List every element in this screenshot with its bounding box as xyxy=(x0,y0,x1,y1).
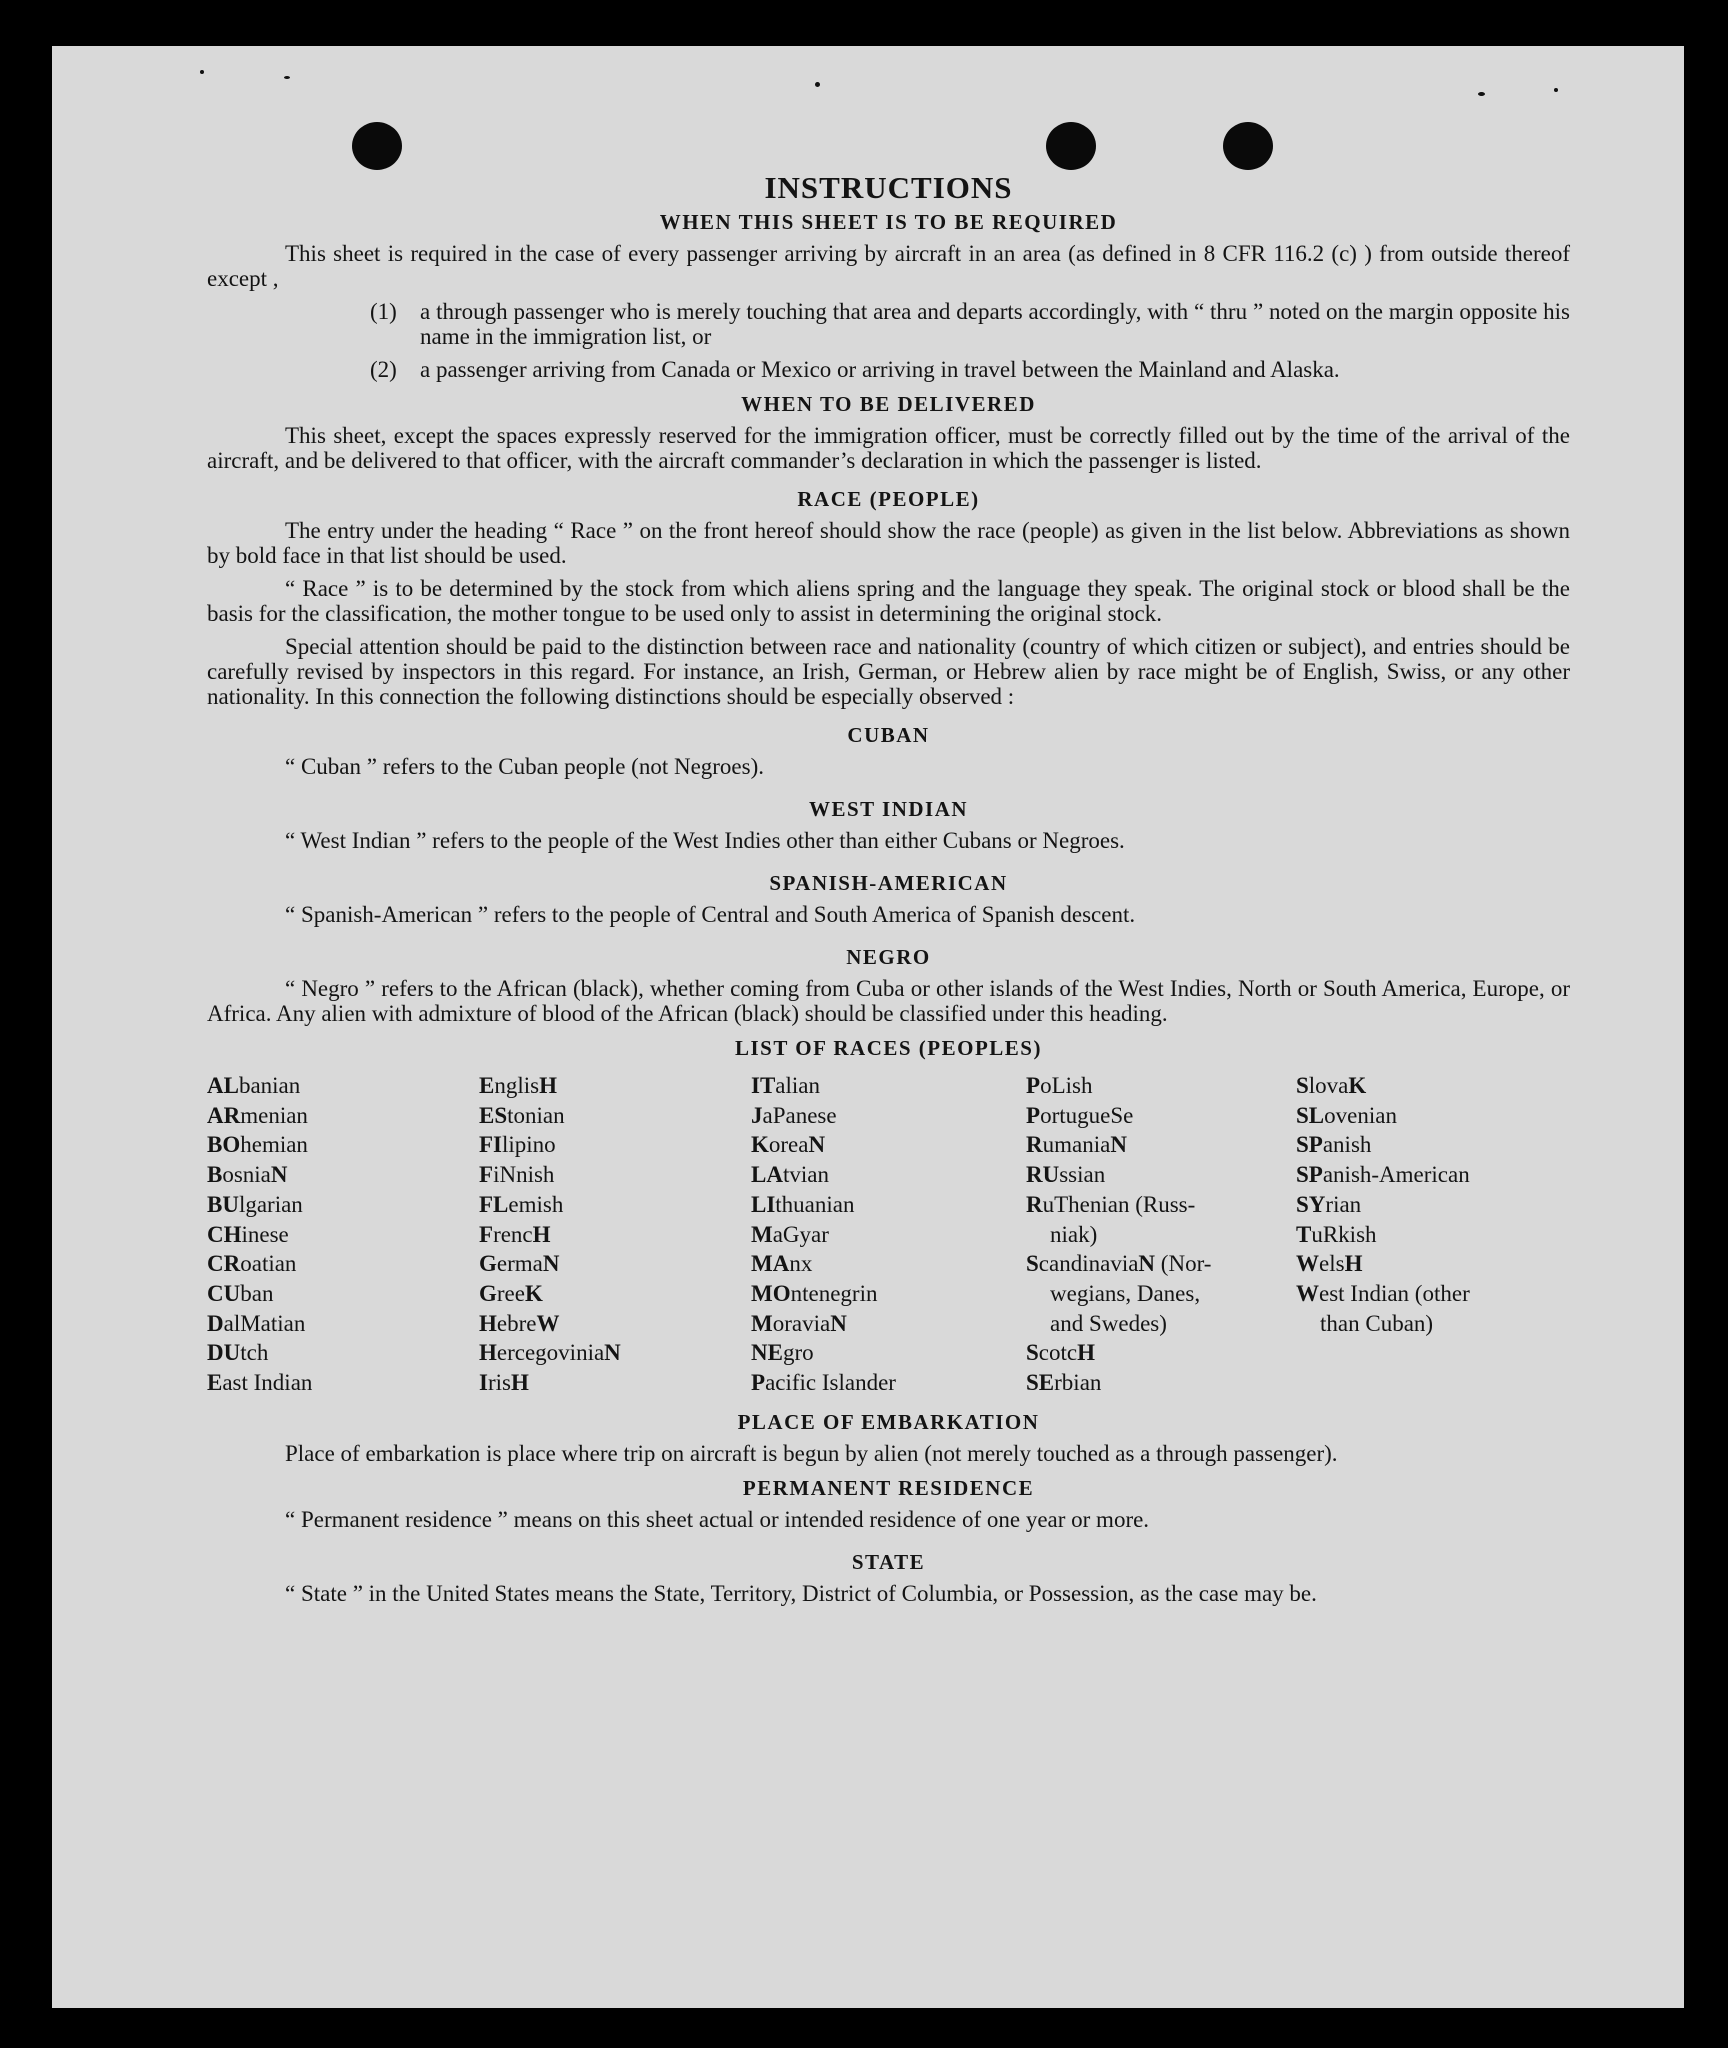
race-entry: SLovenian xyxy=(1296,1102,1397,1128)
instructions-content xyxy=(207,170,1570,1606)
race-entry: CRoatian xyxy=(207,1251,297,1277)
race-entry: FrencH xyxy=(479,1221,551,1247)
section-heading-permanent-residence: PERMANENT RESIDENCE xyxy=(742,1475,1035,1500)
when-required-intro: This sheet is required in the case of every passenger arriving by aircraft in an area (as defined in 8 CFR 116.2 (c) ) from outside thereof except , xyxy=(207,241,1570,291)
race-entry: MoraviaN xyxy=(751,1310,847,1336)
place-of-embarkation-text: Place of embarkation is place where trip on aircraft is begun by alien (not merely touched as a through passenger). xyxy=(285,1440,1338,1466)
list-item xyxy=(370,357,1570,382)
exception-list xyxy=(370,299,1570,382)
race-entry: WelsH xyxy=(1296,1251,1363,1277)
section-heading-spanish-american: SPANISH-AMERICAN xyxy=(769,871,1008,895)
scan-speck xyxy=(815,82,820,87)
scan-speck xyxy=(1554,88,1558,92)
race-paragraph: Special attention should be paid to the distinction between race and nationality (country of which citizen or subject), and entries should be carefully revised by inspectors in this regard. For instance, an Irish, German, or Hebrew alien by race might be of English, Swiss, or any other nationality. In this connection the following distinctions should be especially observed : xyxy=(207,634,1570,709)
race-entry: GermaN xyxy=(479,1251,560,1277)
race-entry: ScandinaviaN (Nor- xyxy=(1026,1251,1212,1277)
state-text: “ State ” in the United States means the State, Territory, District of Columbia, or Possession, as the case may be. xyxy=(285,1580,1317,1606)
race-entry: GreeK xyxy=(479,1280,543,1306)
race-entry: EnglisH xyxy=(479,1073,557,1098)
race-entry-continuation: than Cuban) xyxy=(1320,1310,1434,1336)
race-entry-continuation: niak) xyxy=(1050,1221,1098,1247)
race-entry: NEgro xyxy=(751,1340,814,1366)
race-entry: LAtvian xyxy=(751,1162,829,1188)
race-entry: Pacific Islander xyxy=(751,1370,896,1396)
race-entry: SErbian xyxy=(1026,1370,1102,1396)
document-page xyxy=(52,46,1684,2008)
when-delivered-text: This sheet, except the spaces expressly reserved for the immigration officer, must be correctly filled out by the time of the arrival of the aircraft, and be delivered to that officer, with the aircraft commander’s declaration in which the passenger is listed. xyxy=(207,423,1570,473)
race-entry: LIthuanian xyxy=(751,1191,855,1217)
punch-hole xyxy=(1046,122,1096,170)
race-entry: CHinese xyxy=(207,1221,289,1247)
race-entry: SlovaK xyxy=(1296,1073,1367,1098)
scan-speck xyxy=(284,76,290,79)
page-title: INSTRUCTIONS xyxy=(764,170,1013,205)
race-entry: BOhemian xyxy=(207,1132,308,1158)
race-entry: West Indian (other xyxy=(1296,1280,1470,1306)
race-entry: SYrian xyxy=(1296,1191,1362,1217)
section-heading-list-of-races: LIST OF RACES (PEOPLES) xyxy=(735,1036,1042,1060)
item-number: (2) xyxy=(370,357,397,382)
scan-speck xyxy=(1478,92,1485,96)
section-heading-when-delivered: WHEN TO BE DELIVERED xyxy=(741,392,1036,416)
item-number: (1) xyxy=(370,299,397,324)
item-text: a through passenger who is merely touching that area and departs accordingly, with “ thru ” noted on the margin opposite his name in the immigration list, or xyxy=(420,299,1570,349)
item-text: a passenger arriving from Canada or Mexico or arriving in travel between the Mainland and Alaska. xyxy=(420,357,1340,382)
list-item xyxy=(370,299,1570,349)
race-entry: KoreaN xyxy=(751,1132,826,1158)
race-column xyxy=(207,1071,479,1398)
section-heading-west-indian: WEST INDIAN xyxy=(808,797,969,821)
negro-definition: “ Negro ” refers to the African (black), whether coming from Cuba or other islands of the West Indies, North or South America, Europe, or Africa. Any alien with admixture of blood of the African (black) should be classified under this heading. xyxy=(207,976,1570,1026)
race-entry: ITalian xyxy=(751,1073,820,1098)
race-entry: DalMatian xyxy=(207,1310,306,1336)
race-entry: BUlgarian xyxy=(207,1191,303,1217)
race-entry: East Indian xyxy=(207,1370,313,1396)
race-entry: FiNnish xyxy=(479,1162,555,1188)
section-heading-when-required: WHEN THIS SHEET IS TO BE REQUIRED xyxy=(659,210,1118,234)
race-entry: CUban xyxy=(207,1280,274,1306)
race-entry: RUssian xyxy=(1026,1162,1106,1188)
west-indian-definition: “ West Indian ” refers to the people of the West Indies other than either Cubans or Negroes. xyxy=(285,828,1125,853)
race-entry: ARmenian xyxy=(207,1102,308,1128)
race-entry: BosniaN xyxy=(207,1162,288,1188)
race-entry: HercegoviniaN xyxy=(479,1340,621,1366)
race-entry: JaPanese xyxy=(751,1102,837,1128)
race-entry: MaGyar xyxy=(751,1221,829,1247)
section-heading-negro: NEGRO xyxy=(846,945,931,969)
race-entry: FLemish xyxy=(479,1191,564,1217)
scan-speck xyxy=(200,70,204,74)
section-heading-race: RACE (PEOPLE) xyxy=(797,487,980,511)
section-heading-place-of-embarkation: PLACE OF EMBARKATION xyxy=(737,1409,1040,1434)
race-column xyxy=(1296,1071,1566,1398)
race-entry: TuRkish xyxy=(1296,1221,1377,1247)
punch-hole xyxy=(352,122,402,170)
permanent-residence-text: “ Permanent residence ” means on this sheet actual or intended residence of one year or more. xyxy=(285,1506,1150,1532)
race-paragraph: “ Race ” is to be determined by the stock from which aliens spring and the language they speak. The original stock or blood shall be the basis for the classification, the mother tongue to be used only to assist in determining the original stock. xyxy=(207,576,1570,626)
punch-hole xyxy=(1223,122,1273,170)
cuban-definition: “ Cuban ” refers to the Cuban people (not Negroes). xyxy=(285,754,765,779)
race-entry: MAnx xyxy=(751,1251,813,1277)
race-entry: DUtch xyxy=(207,1340,269,1366)
spanish-american-definition: “ Spanish-American ” refers to the people of Central and South America of Spanish descent. xyxy=(285,902,1136,927)
race-entry: EStonian xyxy=(479,1102,565,1128)
race-entry: PoLish xyxy=(1026,1073,1093,1098)
race-list xyxy=(207,1071,1570,1398)
race-column xyxy=(1026,1071,1296,1398)
section-heading-cuban: CUBAN xyxy=(847,723,930,747)
race-entry: HebreW xyxy=(479,1310,560,1336)
race-entry: PortugueSe xyxy=(1026,1102,1134,1128)
section-heading-state: STATE xyxy=(851,1549,926,1574)
race-column xyxy=(751,1071,1026,1398)
race-entry: ALbanian xyxy=(207,1073,301,1098)
race-entry-continuation: and Swedes) xyxy=(1050,1310,1167,1336)
race-entry: RumaniaN xyxy=(1026,1132,1127,1158)
race-entry: SPanish xyxy=(1296,1132,1372,1158)
race-entry: MOntenegrin xyxy=(751,1280,878,1306)
race-entry: FIlipino xyxy=(479,1132,556,1158)
race-entry: ScotcH xyxy=(1026,1340,1095,1366)
race-paragraph: The entry under the heading “ Race ” on the front hereof should show the race (people) as given in the list below. Abbreviations as shown by bold face in that list should be used. xyxy=(207,518,1570,568)
race-entry: RuThenian (Russ- xyxy=(1026,1191,1196,1217)
race-entry: SPanish-American xyxy=(1296,1162,1470,1188)
race-column xyxy=(479,1071,751,1398)
race-entry: IrisH xyxy=(479,1370,529,1396)
race-entry-continuation: wegians, Danes, xyxy=(1050,1280,1201,1306)
